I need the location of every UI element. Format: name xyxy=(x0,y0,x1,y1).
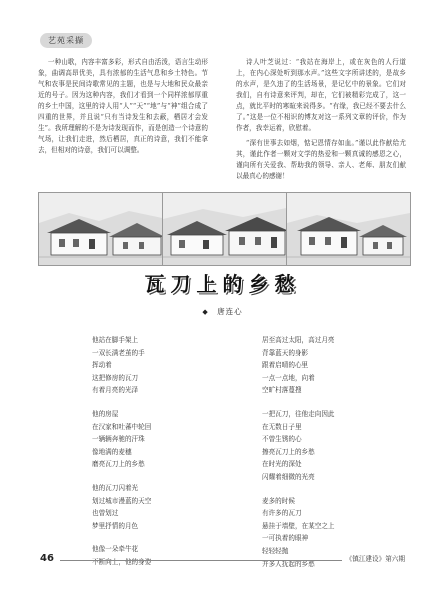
poem-line: 并多人抚起的乡愁 xyxy=(262,559,315,568)
poem-line: 在无数日子里 xyxy=(262,422,302,431)
intro-paragraph: 一种山歌，内容丰富多彩，形式自由活泼，语言生动形象，曲调高昂优美，具有浓郁的生活气息和乡土特色。节气和农事是民间诗歌常见的主题，也是与大地和民众最亲近的号子。因为这种内容，我们才看到一个同样浓郁厚重的乡土中国，这里的诗人用“人”“天”“地”与“神”组合成了四重的世界，并且说“只有当诗发生和去蔽，栖居才会发生”。我所理解的不是为诗发现而作，而是创造一个诗意的气场，让我们走进，然后栖居，真正的诗意，我们不能拿去，但相对的诗意，我们可以调整。 xyxy=(38,58,208,154)
poem-line: 像地满的麦穗 xyxy=(92,447,132,456)
poem-stanza xyxy=(92,482,212,532)
poem-line: 磨亮瓦刀上的乡愁 xyxy=(92,460,145,469)
poem-line: 划过城市漫蓝的天空 xyxy=(92,496,152,505)
poem-line: 一把瓦刀，往他走向因此 xyxy=(262,409,335,418)
poem-line: 这把修房的瓦刀 xyxy=(92,373,139,382)
poem-line: 在汉家和吐蕃中轮回 xyxy=(92,422,152,431)
poem-stanza xyxy=(92,543,212,568)
poem-column-right xyxy=(262,334,382,581)
intro-paragraph: “深有世事去如烟，惦记恩情存如血。”谨以此作献给尤其，谨此作者一颗对文学的热爱和一颗真诚的感恩之心，谨向所有关爱我、帮助我的领导、亲人、老师、朋友们献以最真心的感谢！ xyxy=(236,139,406,180)
poem-stanza xyxy=(92,334,212,397)
poem-line: 梦里抒情的月色 xyxy=(92,521,139,530)
poem-column-left xyxy=(92,334,212,580)
poem-line: 悬挂于墙壁，在某空之上 xyxy=(262,521,335,530)
author-line xyxy=(0,306,445,317)
poem-line: 有着月亮的光泽 xyxy=(92,386,139,395)
village-illustration xyxy=(162,192,292,266)
article-title: 瓦刀上的乡愁 xyxy=(144,272,301,296)
poem-line: 一可执着的眼神 xyxy=(262,534,309,543)
poem-line: 不断向上，他的身姿 xyxy=(92,557,152,566)
poem-line: 他站在脚手架上 xyxy=(92,336,139,344)
poem-line: 有许多的瓦刀 xyxy=(262,509,302,518)
poem-line: 在时光的深处 xyxy=(262,460,302,469)
poem-line: 闪耀着细微的光亮 xyxy=(262,472,315,481)
poem-line: 空旷村落蔓搜 xyxy=(262,386,302,395)
poem-line: 他的瓦刀闪着光 xyxy=(92,483,139,492)
poem-line: 他的房屋 xyxy=(92,409,119,418)
poem-line: 跟着启晴的心里 xyxy=(262,361,309,370)
poem-line: 挥动着 xyxy=(92,361,112,370)
poem-stanza xyxy=(262,334,382,397)
poem-line: 也曾划过 xyxy=(92,509,119,518)
diamond-icon: ◆ xyxy=(202,308,209,316)
poem-line: 轻轻轻抛 xyxy=(262,546,289,555)
village-illustration xyxy=(38,192,168,266)
poem-stanza xyxy=(262,408,382,484)
section-tag: 艺苑采撷 xyxy=(40,33,92,48)
poem-line: 一点一点地，向着 xyxy=(262,373,315,382)
poem-line: 他像一朵牵牛花 xyxy=(92,545,139,554)
poem-line: 一辆辆奔驰的汗珠 xyxy=(92,435,145,444)
poem-line: 一双长满老茧的手 xyxy=(92,348,145,357)
intro-column-right xyxy=(236,57,406,182)
poem-line: 擦亮瓦刀上的乡愁 xyxy=(262,447,315,456)
poem-line: 背靠蓝天的身影 xyxy=(262,348,309,357)
journal-name: 《镇江建设》第六期 xyxy=(342,553,405,563)
village-illustration xyxy=(286,192,411,266)
author-name: 唐连心 xyxy=(217,307,243,316)
poem-line: 居至高过太阳，高过月亮 xyxy=(262,336,335,344)
page-number: 46 xyxy=(40,553,54,564)
intro-column-left xyxy=(38,57,208,156)
poem-stanza xyxy=(92,408,212,471)
intro-paragraph: 诗人叶芝说过：“我站在海岸上，或在灰色的人行道上，在内心深处听到那水声。”这些文字所讲述的，是故乡的水声，是久违了的生活场景，是记忆中的景象。它们对我们，自有诗意来评判，却在，它们被精彩完成了，这一点，就比平时的寒暄来说得多。“有缘，我已经不要去什么了。”这是一位不相识的博友对这一系列文章的评价，作为作者，我幸运着，欣慰着。 xyxy=(236,58,406,132)
poem-line: 不曾生锈的心 xyxy=(262,435,302,444)
poem-line: 麦多的时候 xyxy=(262,496,295,505)
